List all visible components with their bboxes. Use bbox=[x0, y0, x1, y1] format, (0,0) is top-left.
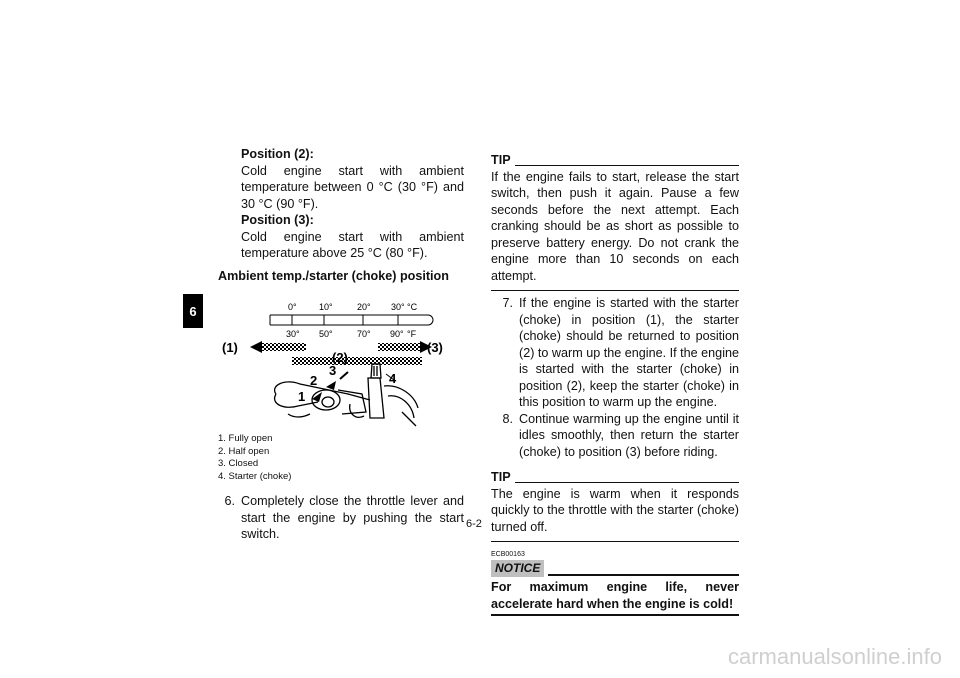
legend-item: 2. Half open bbox=[218, 445, 270, 457]
tip-2-label: TIP bbox=[491, 470, 511, 484]
tip-2-divider bbox=[491, 541, 739, 542]
tip-1-text: If the engine fails to start, release the start switch, then push it again. Pause a few seconds before the next attempt. Each cranking should be as short as possible to preserve battery energy. Do not crank the engine more than 10 seconds on each attempt. bbox=[491, 169, 739, 283]
step-8-text: Continue warming up the engine until it idles smoothly, then return the starter (choke) to position (3) before riding. bbox=[519, 411, 739, 459]
position-3-label: Position (3): bbox=[241, 213, 314, 227]
position-2-band bbox=[292, 357, 422, 365]
fahrenheit-tick-50: 50° bbox=[319, 329, 333, 339]
tip-1-header bbox=[491, 152, 739, 169]
tip-2-header bbox=[491, 469, 739, 486]
choke-diagram bbox=[218, 286, 464, 431]
callout-1: 1 bbox=[298, 389, 306, 404]
callout-1-arrow bbox=[312, 392, 322, 402]
figure-legend bbox=[218, 433, 464, 483]
step-8-number: 8. bbox=[502, 411, 513, 426]
legend-item: 1. Fully open bbox=[218, 433, 273, 444]
step-7 bbox=[491, 295, 739, 411]
celsius-tick-0: 0° bbox=[288, 302, 297, 312]
right-column bbox=[491, 152, 739, 616]
watermark: carmanualsonline.info bbox=[727, 644, 942, 669]
celsius-tick-30: 30° bbox=[391, 302, 405, 312]
fahrenheit-tick-70: 70° bbox=[357, 329, 371, 339]
callout-2: 2 bbox=[310, 373, 318, 388]
scale-outline bbox=[270, 315, 433, 325]
tip-1-label: TIP bbox=[491, 153, 511, 167]
notice-header bbox=[491, 560, 739, 577]
step-8 bbox=[491, 411, 739, 461]
callout-3: 3 bbox=[329, 363, 337, 378]
fahrenheit-unit: °F bbox=[407, 329, 417, 339]
left-column bbox=[218, 146, 464, 543]
position-3-label: (3) bbox=[427, 340, 443, 355]
notice-text: For maximum engine life, never accelerate hard when the engine is cold! bbox=[491, 580, 739, 611]
position-2-text: Cold engine start with ambient temperature between 0 °C (30 °F) and 30 °C (90 °F). bbox=[241, 163, 464, 211]
legend-item: 4. Starter (choke) bbox=[218, 470, 292, 482]
section-tab: 6 bbox=[183, 294, 203, 328]
page-number: 6-2 bbox=[466, 518, 482, 530]
notice-badge: NOTICE bbox=[491, 560, 544, 577]
notice-divider bbox=[491, 614, 739, 616]
callout-2-arrow bbox=[326, 381, 336, 390]
figure-heading: Ambient temp./starter (choke) position bbox=[218, 268, 449, 283]
legend-item: 3. Closed bbox=[218, 458, 259, 469]
tip-1-divider bbox=[491, 290, 739, 291]
step-6-text: Completely close the throttle lever and start the engine by pushing the start switch. bbox=[241, 494, 464, 541]
step-6 bbox=[218, 493, 464, 543]
position-1-band bbox=[260, 343, 306, 351]
celsius-tick-20: 20° bbox=[357, 302, 371, 312]
position-3-text: Cold engine start with ambient temperature above 25 °C (80 °F). bbox=[241, 229, 464, 260]
tip-2-text: The engine is warm when it responds quickly to the throttle with the starter (choke) turned off. bbox=[491, 486, 739, 534]
position-3-band bbox=[378, 343, 422, 351]
notice-code: ECB00163 bbox=[491, 551, 525, 558]
position-1-label: (1) bbox=[222, 340, 238, 355]
position-1-arrowhead bbox=[250, 341, 262, 353]
position-2-label: (2) bbox=[332, 350, 348, 365]
celsius-unit: °C bbox=[407, 302, 418, 312]
step-7-text: If the engine is started with the starter (choke) in position (1), the starter (choke) should be returned to position (2) to warm up the engine. If the engine is started with the starter (choke) in position (2), keep the starter (choke) in this position to warm up the engine. bbox=[519, 296, 739, 409]
step-7-number: 7. bbox=[502, 296, 513, 310]
callout-4: 4 bbox=[389, 371, 397, 386]
fahrenheit-tick-90: 90° bbox=[390, 329, 404, 339]
step-6-number: 6. bbox=[224, 494, 235, 508]
celsius-tick-10: 10° bbox=[319, 302, 333, 312]
choke-position-figure bbox=[218, 286, 464, 431]
position-2-label: Position (2): bbox=[241, 147, 314, 161]
fahrenheit-tick-30: 30° bbox=[286, 329, 300, 339]
